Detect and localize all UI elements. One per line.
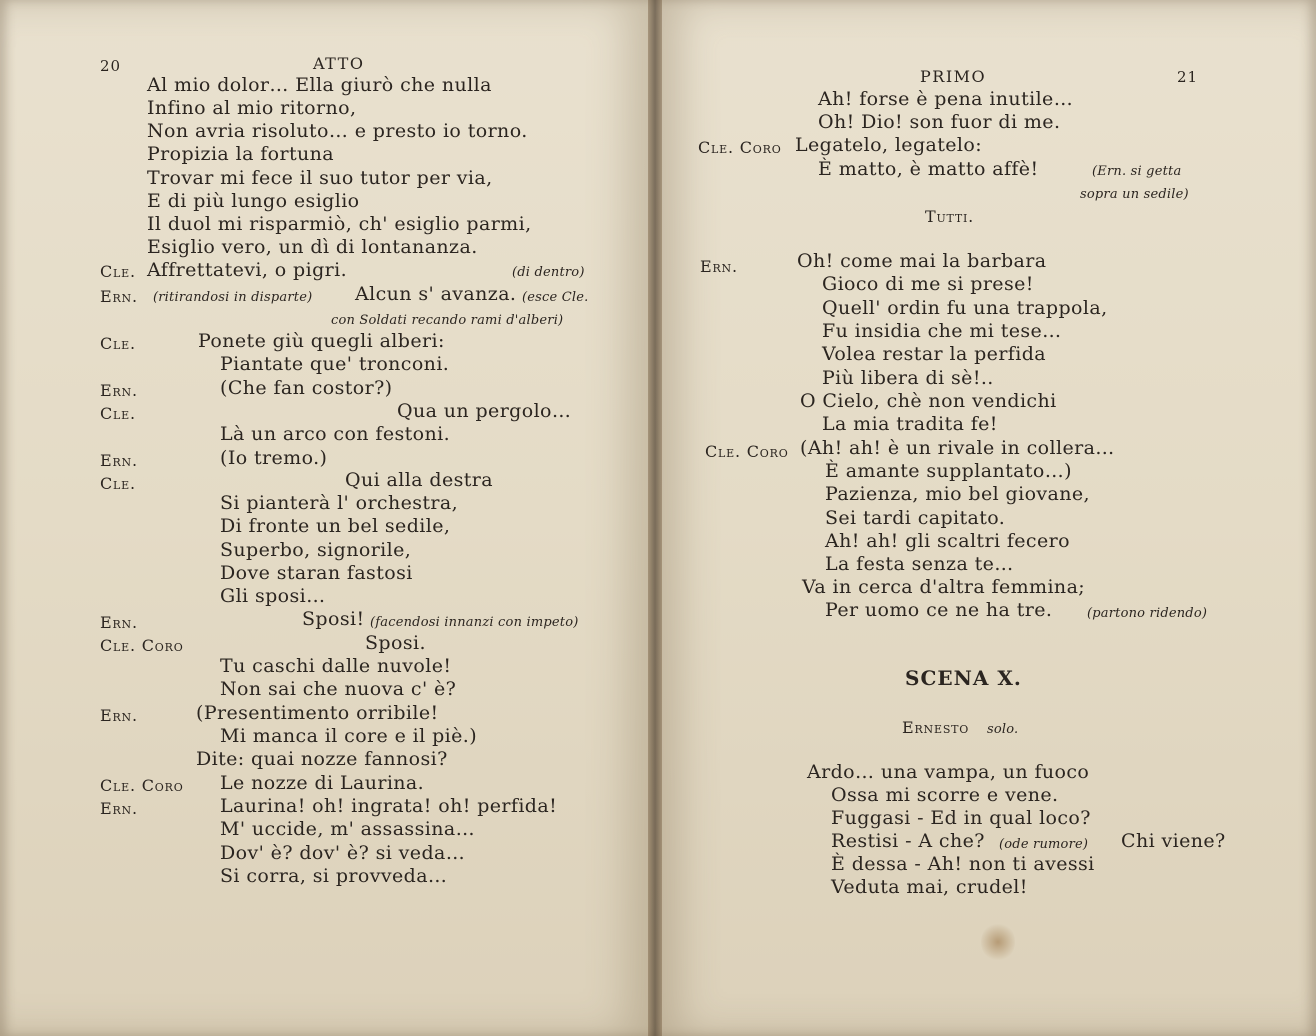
speaker-label: Ern. — [100, 451, 138, 470]
speaker-label: Cle. — [100, 474, 136, 493]
verse-line: Affrettatevi, o pigri. — [147, 259, 348, 281]
verse-line: Fuggasi - Ed in qual loco? — [831, 807, 1091, 829]
verse-line: Per uomo ce ne ha tre. — [825, 599, 1053, 621]
verse-line: Ah! ah! gli scaltri fecero — [825, 530, 1070, 552]
speaker-label: Cle. — [100, 262, 136, 281]
stage-direction: sopra un sedile) — [1080, 187, 1189, 202]
verse-line: (Ah! ah! è un rivale in collera… — [800, 437, 1115, 459]
verse-line: È dessa - Ah! non ti avessi — [831, 853, 1095, 875]
verse-line: Al mio dolor… Ella giurò che nulla — [147, 74, 492, 96]
speaker-label: Ern. — [100, 287, 138, 306]
stage-direction: solo. — [987, 722, 1019, 737]
speaker-label: Cle. — [100, 334, 136, 353]
section-heading: Tutti. — [925, 207, 975, 226]
verse-line: Dove staran fastosi — [220, 562, 413, 584]
verse-line: Il duol mi risparmiò, ch' esiglio parmi, — [147, 213, 532, 235]
verse-line: Fu insidia che mi tese… — [822, 320, 1062, 342]
verse-line: La festa senza te… — [825, 553, 1014, 575]
verse-line: E di più lungo esiglio — [147, 190, 360, 212]
right-page — [655, 0, 1316, 1036]
left-page — [0, 0, 655, 1036]
verse-line: Gli sposi… — [220, 585, 326, 607]
verse-line: Pazienza, mio bel giovane, — [825, 483, 1090, 505]
verse-line: Legatelo, legatelo: — [795, 134, 983, 156]
verse-line: Alcun s' avanza. — [355, 283, 517, 305]
verse-line: Ponete giù quegli alberi: — [198, 330, 445, 352]
verse-line: Infino al mio ritorno, — [147, 97, 357, 119]
verse-line: Dite: quai nozze fannosi? — [196, 748, 448, 770]
verse-line: (Io tremo.) — [220, 447, 328, 469]
verse-line: O Cielo, chè non vendichi — [800, 390, 1057, 412]
verse-line: Propizia la fortuna — [147, 143, 335, 165]
verse-line: Più libera di sè!.. — [822, 367, 994, 389]
speaker-label: Ern. — [100, 799, 138, 818]
verse-line: Va in cerca d'altra femmina; — [802, 576, 1086, 598]
verse-line: Oh! come mai la barbara — [797, 250, 1047, 272]
speaker-label: Cle. Coro — [100, 636, 184, 655]
speaker-label: Cle. Coro — [698, 138, 782, 157]
verse-line: Ardo… una vampa, un fuoco — [807, 761, 1090, 783]
page-number: 20 — [100, 57, 122, 75]
verse-line: Laurina! oh! ingrata! oh! perfida! — [220, 795, 558, 817]
stage-direction: (esce Cle. — [522, 290, 589, 305]
verse-line: Tu caschi dalle nuvole! — [220, 655, 452, 677]
verse-line: Gioco di me si prese! — [822, 273, 1034, 295]
speaker-label: Cle. Coro — [705, 442, 789, 461]
verse-line: La mia tradita fe! — [822, 413, 998, 435]
verse-line: Si pianterà l' orchestra, — [220, 492, 459, 514]
verse-line: Dov' è? dov' è? si veda… — [220, 842, 466, 864]
verse-line: Veduta mai, crudel! — [831, 876, 1028, 898]
stage-direction: (ode rumore) — [999, 837, 1089, 852]
speaker-label: Ern. — [100, 706, 138, 725]
verse-line: È amante supplantato…) — [825, 460, 1072, 482]
verse-line: Sei tardi capitato. — [825, 507, 1006, 529]
verse-line: Volea restar la perfida — [822, 343, 1046, 365]
speaker-label: Ern. — [100, 613, 138, 632]
verse-line: Restisi - A che? — [831, 830, 985, 852]
verse-line: È matto, è matto affè! — [818, 158, 1039, 180]
verse-line: Di fronte un bel sedile, — [220, 515, 451, 537]
verse-line: Superbo, signorile, — [220, 539, 412, 561]
stage-direction: (ritirandosi in disparte) — [153, 290, 313, 305]
book-gutter — [648, 0, 662, 1036]
stage-direction: (partono ridendo) — [1087, 606, 1208, 621]
verse-line: (Presentimento orribile! — [196, 702, 439, 724]
speaker-label: Cle. Coro — [100, 776, 184, 795]
verse-line: Quell' ordin fu una trappola, — [822, 297, 1108, 319]
verse-line: Sposi! — [302, 608, 365, 630]
paper-stain — [981, 922, 1015, 962]
speaker-label: Cle. — [100, 404, 136, 423]
verse-line: (Che fan costor?) — [220, 377, 393, 399]
running-head: PRIMO — [920, 67, 987, 86]
stage-direction: (Ern. si getta — [1092, 164, 1182, 179]
stage-direction: con Soldati recando rami d'alberi) — [331, 313, 564, 328]
verse-line: Esiglio vero, un dì di lontananza. — [147, 236, 478, 258]
verse-line: Ah! forse è pena inutile… — [818, 88, 1074, 110]
verse-line: Piantate que' tronconi. — [220, 353, 450, 375]
verse-line: Non sai che nuova c' è? — [220, 678, 457, 700]
verse-line: Si corra, si provveda… — [220, 865, 448, 887]
verse-line: Sposi. — [365, 632, 426, 654]
scene-character: Ernesto — [902, 718, 970, 737]
verse-line: Oh! Dio! son fuor di me. — [818, 111, 1061, 133]
speaker-label: Ern. — [700, 257, 738, 276]
scene-title: SCENA X. — [905, 666, 1022, 690]
page-number: 21 — [1177, 68, 1199, 86]
verse-line: Mi manca il core e il piè.) — [220, 725, 478, 747]
stage-direction: (facendosi innanzi con impeto) — [370, 615, 579, 630]
speaker-label: Ern. — [100, 381, 138, 400]
verse-line: Qua un pergolo… — [397, 400, 572, 422]
verse-line: Là un arco con festoni. — [220, 423, 451, 445]
verse-line: M' uccide, m' assassina… — [220, 818, 475, 840]
stage-direction: (di dentro) — [512, 265, 585, 280]
verse-line: Le nozze di Laurina. — [220, 772, 425, 794]
verse-line: Qui alla destra — [345, 469, 493, 491]
verse-line: Non avria risoluto… e presto io torno. — [147, 120, 528, 142]
verse-line: Chi viene? — [1121, 830, 1226, 852]
verse-line: Trovar mi fece il suo tutor per via, — [147, 167, 493, 189]
verse-line: Ossa mi scorre e vene. — [831, 784, 1059, 806]
running-head: ATTO — [313, 54, 365, 73]
